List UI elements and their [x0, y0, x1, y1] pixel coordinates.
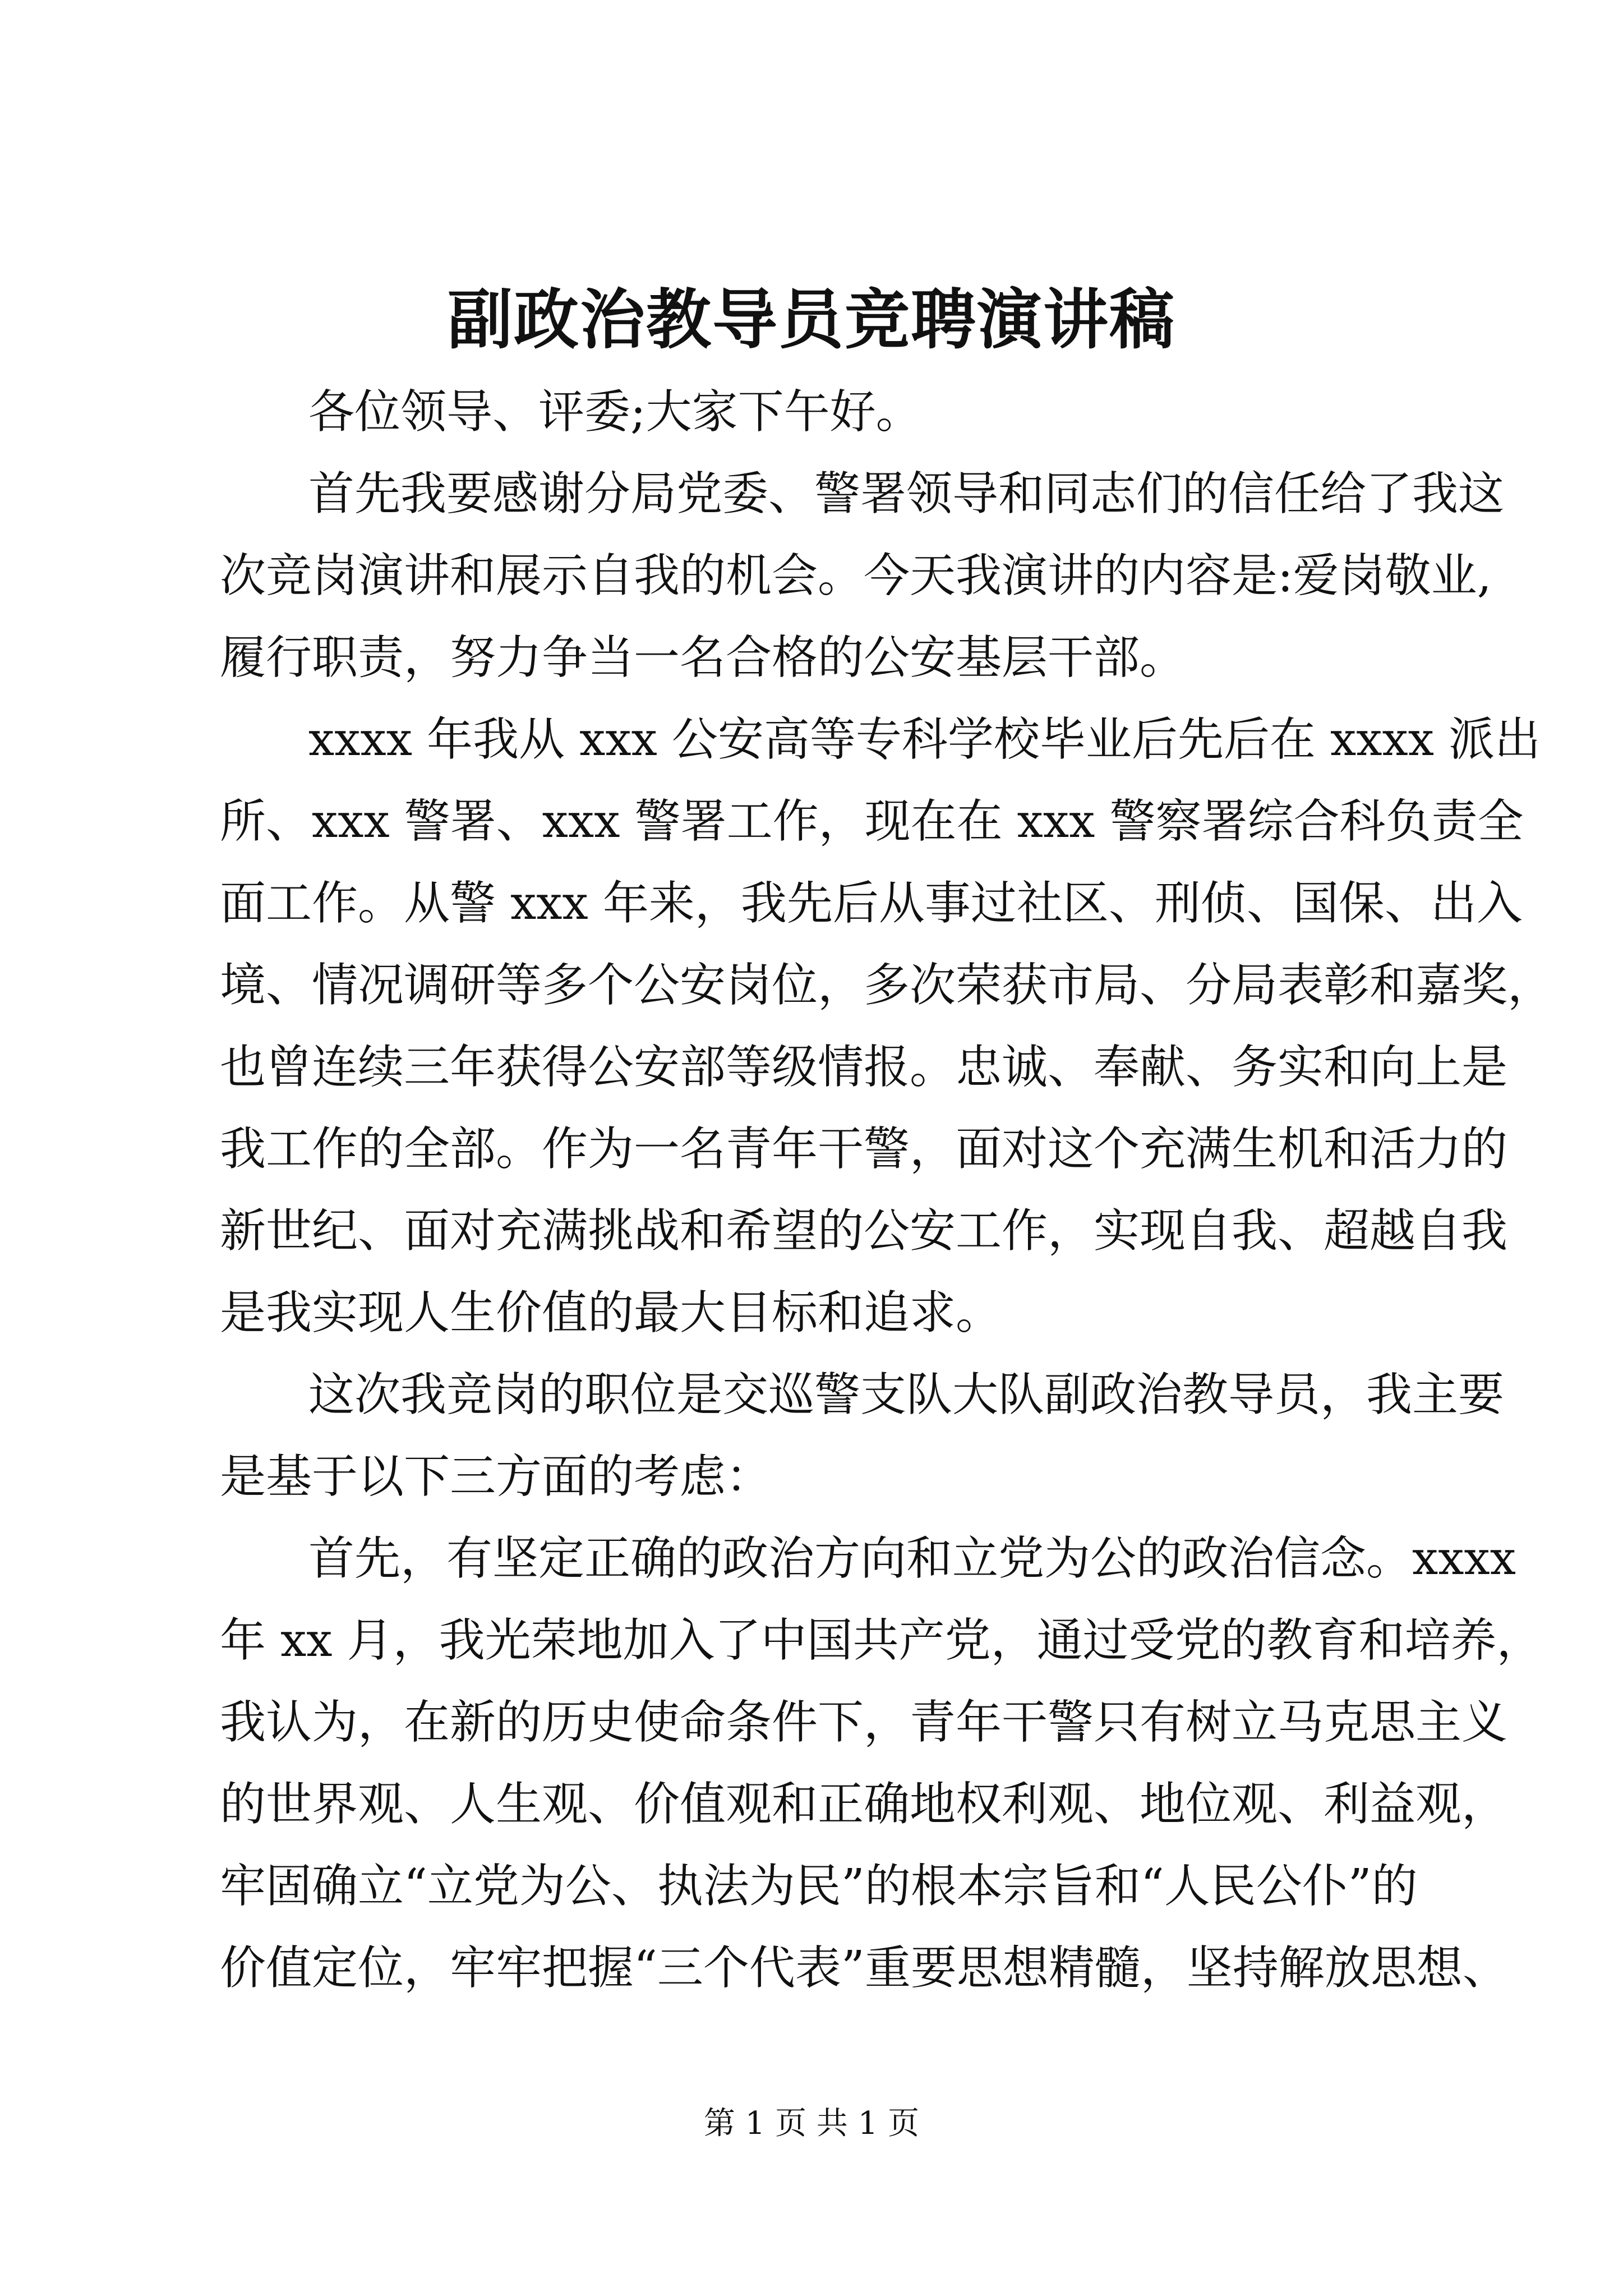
document-body [220, 371, 1554, 2009]
page-footer: 第 1 页 共 1 页 [703, 2105, 920, 2142]
paragraph-line: 新世纪、面对充满挑战和希望的公安工作，实现自我、超越自我 [220, 1204, 1508, 1258]
paragraph-line: 所、xxx 警署、xxx 警署工作，现在在 xxx 警察署综合科负责全 [220, 795, 1524, 848]
paragraph-line: 面工作。从警 xxx 年来，我先后从事过社区、刑侦、国保、出入 [220, 877, 1523, 930]
paragraph-line: 境、情况调研等多个公安岗位，多次荣获市局、分局表彰和嘉奖， [220, 959, 1554, 1012]
paragraph-line: 履行职责，努力争当一名合格的公安基层干部。 [220, 631, 1186, 684]
paragraph-line: 牢固确立“立党为公、执法为民”的根本宗旨和“人民公仆”的 [220, 1860, 1418, 1913]
document-title: 副政治教导员竞聘演讲稿 [448, 282, 1175, 358]
paragraph-line: 价值定位，牢牢把握“三个代表”重要思想精髓，坚持解放思想、 [220, 1941, 1509, 1995]
paragraph-line: 是基于以下三方面的考虑： [220, 1450, 772, 1503]
paragraph-line: 是我实现人生价值的最大目标和追求。 [220, 1286, 1002, 1340]
paragraph-line: 我工作的全部。作为一名青年干警，面对这个充满生机和活力的 [220, 1122, 1508, 1176]
paragraph-line: 各位领导、评委;大家下午好。 [308, 385, 922, 439]
paragraph-line: 首先，有坚定正确的政治方向和立党为公的政治信念。xxxx [308, 1532, 1516, 1585]
paragraph-line: 这次我竞岗的职位是交巡警支队大队副政治教导员，我主要 [308, 1368, 1505, 1421]
paragraph-line: 年 xx 月，我光荣地加入了中国共产党，通过受党的教育和培养， [220, 1614, 1543, 1667]
paragraph-line: 我认为，在新的历史使命条件下，青年干警只有树立马克思主义 [220, 1696, 1508, 1749]
paragraph-line: 次竞岗演讲和展示自我的机会。今天我演讲的内容是:爱岗敬业, [220, 549, 1492, 602]
paragraph-line: 也曾连续三年获得公安部等级情报。忠诚、奉献、务实和向上是 [220, 1041, 1508, 1094]
paragraph-line: xxxx 年我从 xxx 公安高等专科学校毕业后先后在 xxxx 派出 [308, 713, 1541, 766]
paragraph-line: 首先我要感谢分局党委、警署领导和同志们的信任给了我这 [308, 467, 1505, 521]
paragraph-line: 的世界观、人生观、价值观和正确地权利观、地位观、利益观， [220, 1778, 1508, 1831]
